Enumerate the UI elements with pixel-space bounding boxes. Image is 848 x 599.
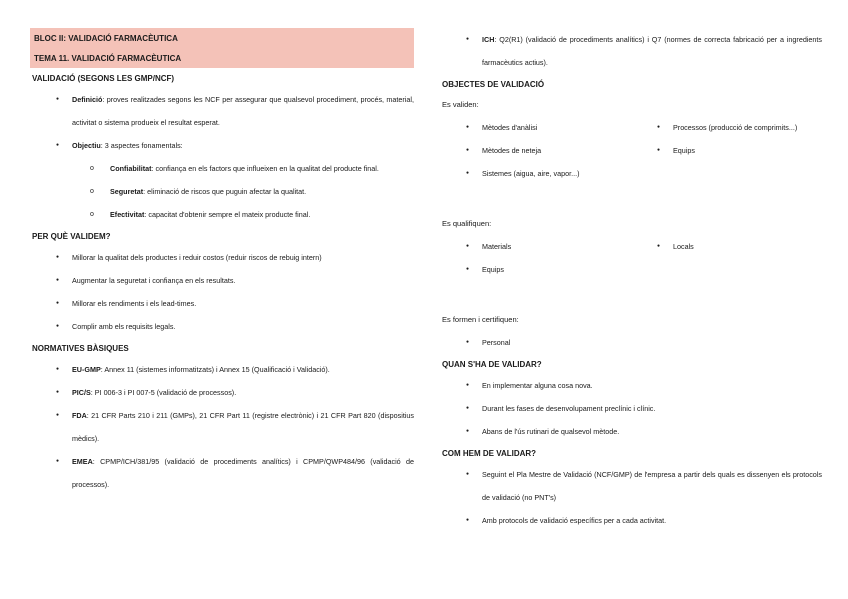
list-item: ● Seguint el Pla Mestre de Validació (NCF/GMP) de l'empresa a partir dels quals es dissenyen els protocols de validació (no PNT's)	[440, 463, 822, 509]
term-label: Definició	[72, 95, 103, 104]
list-item: ● Abans de l'ús rutinari de qualsevol mètode.	[440, 420, 822, 443]
term-label: ICH	[482, 35, 495, 44]
list-item: ● Complir amb els requisits legals.	[30, 315, 414, 338]
item-text: : 3 aspectes fonamentals:	[100, 141, 183, 150]
term-label: Confiabilitat	[110, 164, 152, 173]
block-title: BLOC II: VALIDACIÓ FARMACÈUTICA	[34, 34, 178, 43]
term-label: Objectiu	[72, 141, 101, 150]
list-item: ● Mètodes d'anàlisi	[440, 116, 631, 139]
qualifiquen-grid	[440, 235, 822, 281]
term-label: Efectivitat	[110, 210, 145, 219]
es-validen-label: Es validen:	[442, 100, 479, 109]
list-item	[30, 404, 414, 450]
list-item: ● Mètodes de neteja	[440, 139, 631, 162]
list-item	[440, 28, 822, 74]
validen-col-b	[631, 116, 822, 185]
list-item	[30, 450, 414, 496]
sub-list-item	[30, 203, 414, 226]
item-text: : eliminació de riscos que puguin afectar la qualitat.	[143, 187, 307, 196]
list-item: ● Millorar els rendiments i els lead-times.	[30, 292, 414, 315]
term-label: EU-GMP	[72, 365, 101, 374]
heading-com: COM HEM DE VALIDAR?	[442, 449, 537, 458]
list-item	[30, 88, 414, 134]
heading-perque: PER QUÈ VALIDEM?	[32, 232, 111, 241]
sub-list-item	[30, 180, 414, 203]
list-item: ● Equips	[631, 139, 822, 162]
item-text: : capacitat d'obtenir sempre el mateix producte final.	[144, 210, 311, 219]
com-list	[440, 463, 822, 532]
list-item	[30, 381, 414, 404]
es-qualifiquen-label: Es qualifiquen:	[442, 219, 492, 228]
validen-col-a	[440, 116, 631, 185]
term-label: Seguretat	[110, 187, 144, 196]
item-text: : proves realitzades segons les NCF per assegurar que qualsevol procediment, procés, material, activitat o sistema produeix el resultat esperat.	[72, 95, 414, 127]
list-item: ● Equips	[440, 258, 631, 281]
item-text: : 21 CFR Parts 210 i 211 (GMPs), 21 CFR Part 11 (registre electrònic) i 21 CFR Part 820 (dispositius mèdics).	[72, 411, 414, 443]
item-text: : PI 006-3 i PI 007-5 (validació de processos).	[90, 388, 237, 397]
sub-list-item	[30, 157, 414, 180]
item-text: : Annex 11 (sistemes informatitzats) i Annex 15 (Qualificació i Validació).	[100, 365, 330, 374]
qualifiquen-col-a	[440, 235, 631, 281]
list-item: ● En implementar alguna cosa nova.	[440, 374, 822, 397]
heading-validacio: VALIDACIÓ (SEGONS LES GMP/NCF)	[32, 74, 175, 83]
heading-normatives: NORMATIVES BÀSIQUES	[32, 344, 129, 353]
list-item	[30, 134, 414, 157]
list-item: ● Personal	[440, 331, 822, 354]
validacio-list	[30, 88, 414, 226]
list-item: ● Processos (producció de comprimits...)	[631, 116, 822, 139]
ich-list	[440, 28, 822, 74]
es-formen-label: Es formen i certifiquen:	[442, 315, 519, 324]
title-band	[30, 28, 414, 68]
item-text: : confiança en els factors que influeixen en la qualitat del producte final.	[151, 164, 379, 173]
list-item: ● Materials	[440, 235, 631, 258]
validen-grid	[440, 116, 822, 185]
heading-objectes: OBJECTES DE VALIDACIÓ	[442, 80, 545, 89]
formen-list	[440, 331, 822, 354]
perque-list	[30, 246, 414, 338]
list-item	[30, 358, 414, 381]
left-column	[30, 28, 414, 496]
list-item: ● Durant les fases de desenvolupament preclínic i clínic.	[440, 397, 822, 420]
list-item: ● Sistemes (aigua, aire, vapor...)	[440, 162, 631, 185]
normatives-list	[30, 358, 414, 496]
term-label: PIC/S	[72, 388, 91, 397]
list-item: ● Amb protocols de validació específics per a cada activitat.	[440, 509, 822, 532]
term-label: EMEA	[72, 457, 93, 466]
qualifiquen-col-b	[631, 235, 822, 281]
quan-list	[440, 374, 822, 443]
term-label: FDA	[72, 411, 87, 420]
right-column	[440, 28, 822, 532]
topic-title: TEMA 11. VALIDACIÓ FARMACÈUTICA	[34, 54, 182, 63]
list-item: ● Locals	[631, 235, 822, 258]
heading-quan: QUAN S'HA DE VALIDAR?	[442, 360, 542, 369]
list-item: ● Millorar la qualitat dels productes i reduir costos (reduir riscos de rebuig intern)	[30, 246, 414, 269]
list-item: ● Augmentar la seguretat i confiança en els resultats.	[30, 269, 414, 292]
item-text: : Q2(R1) (validació de procediments analítics) i Q7 (normes de correcta fabricació per a ingredients farmacèutics actius).	[482, 35, 822, 67]
item-text: : CPMP/ICH/381/95 (validació de procediments analítics) i CPMP/QWP484/96 (validació de processos).	[72, 457, 414, 489]
